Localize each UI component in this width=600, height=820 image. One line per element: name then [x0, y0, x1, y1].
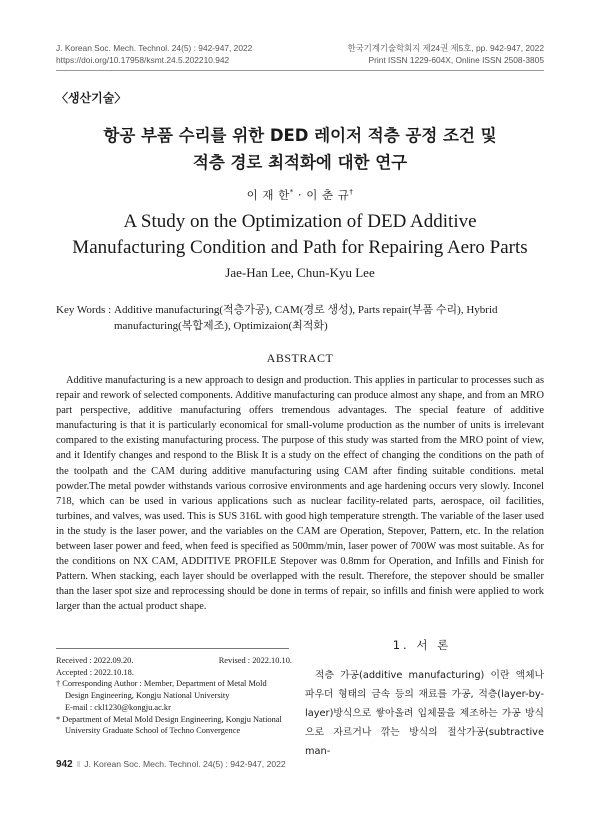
english-authors: Jae-Han Lee, Chun-Kyu Lee [225, 265, 375, 280]
footer-separator-icon: ‖ [76, 759, 81, 769]
author-2-korean: 이 춘 규 [306, 188, 350, 202]
affiliation-line1: * Department of Metal Mold Design Engineering, Kongju National [56, 714, 282, 724]
journal-header-right [348, 43, 544, 66]
doi-link[interactable]: https://doi.org/10.17958/ksmt.24.5.202210.942 [56, 54, 230, 65]
english-title-line1: A Study on the Optimization of DED Additive [123, 211, 477, 232]
accepted-date: Accepted : 2022.10.18. [56, 667, 134, 677]
author-separator: · [293, 188, 307, 202]
issn-info: Print ISSN 1229-604X, Online ISSN 2508-3805 [368, 54, 544, 65]
english-title [0, 209, 600, 261]
keywords-label: Key Words : [56, 304, 112, 316]
corresponding-email[interactable]: E-mail : ckl1230@kongju.ac.kr [65, 702, 171, 712]
author-1-mark: * [289, 188, 294, 197]
received-date: Received : 2022.09.20. [56, 656, 134, 665]
affiliation-line2: University Graduate School of Techno Convergence [65, 726, 241, 736]
page-number: 942 [56, 759, 73, 770]
footnotes [56, 655, 292, 737]
korean-authors [0, 187, 600, 203]
section-heading-introduction: 1. 서 론 [392, 638, 452, 652]
header-divider [56, 70, 544, 71]
korean-title [0, 122, 600, 176]
author-2-mark: † [349, 188, 354, 197]
article-category: 〈생산기술〉 [56, 91, 127, 105]
journal-citation: J. Korean Soc. Mech. Technol. 24(5) : 942-947, 2022 [56, 43, 253, 53]
revised-date: Revised : 2022.10.10. [218, 656, 292, 665]
keywords [56, 303, 546, 334]
abstract-heading: ABSTRACT [266, 351, 334, 365]
keywords-text: Additive manufacturing(적층가공), CAM(경로 생성), Parts repair(부품 수리), Hybrid manufacturing(복합제조), Optimizaion(최적화) [114, 304, 498, 332]
corresponding-author-line1: † Corresponding Author : Member, Department of Metal Mold [56, 679, 267, 689]
korean-title-line1: 항공 부품 수리를 위한 DED 레이저 적층 공정 조건 및 [103, 126, 497, 145]
dates-row [56, 655, 292, 667]
footnote-divider [56, 648, 289, 649]
corresponding-author-line2: Design Engineering, Kongju National University [65, 691, 230, 701]
journal-header-left [56, 43, 252, 66]
introduction-text: 적층 가공(additive manufacturing) 이란 액체나 파우더 형태의 금속 등의 재료를 가공, 적층(layer-by-layer)방식으로 쌓아올려 입체물을 제조하는 가공 방식으로 자르거나 깎는 방식의 절삭가공(subtractive man- [305, 670, 544, 757]
author-1-korean: 이 재 한 [246, 188, 290, 202]
page-footer [56, 759, 286, 770]
korean-title-line2: 적층 경로 최적화에 대한 연구 [192, 153, 408, 172]
journal-citation-korean: 한국기계기술학회지 제24권 제5호, pp. 942-947, 2022 [347, 43, 544, 53]
english-title-line2: Manufacturing Condition and Path for Repairing Aero Parts [72, 237, 528, 258]
abstract-text: Additive manufacturing is a new approach to design and production. This applies in particular to processes such as repair and rework of selected components. Additive manufacturing can produce almost any shape, and from an MRO part perspective, additive manufacturing offers tremendous advantages. The special feature of additive manufacturing is that it is particularly economical for small-volume production as the number of units is irrelevant compared to the existing manufacturing process. The purpose of this study was started from the MRO point of view, and it Identify changes and respond to the Blisk It is a study on the effect of changing the conditions on the path of the toolpath and the CAM during additive manufacturing using CAM after finding suitable conditions. metal powder.The metal powder withstands various corrosive environments and age hardening occurs very slowly. Inconel 718, which can be used in various applications such as nuclear facility-related parts, aerospace, oil facilities, turbines, and valves, was used. This is SUS 316L with good high temperature strength. The variable of the laser used in the study is the laser power, and the variables on the CAM are Operation, Stepover, Pattern, etc. In the relation between laser power and feed, when feed is specified as 500mm/min, laser power of 700W was most suitable. As for the conditions on NX CAM, ADDITIVE PROFILE Stepover was 0.8mm for Operation, and Infills and Finish for Pattern. When stacking, each layer should be overlapped with the result. Therefore, the stepover should be smaller than the laser spot size and reprocessing should be done in terms of repair, so infills and finish were applied to work larger than the actual product shape. [56, 375, 544, 613]
footer-journal: J. Korean Soc. Mech. Technol. 24(5) : 942-947, 2022 [84, 759, 286, 769]
